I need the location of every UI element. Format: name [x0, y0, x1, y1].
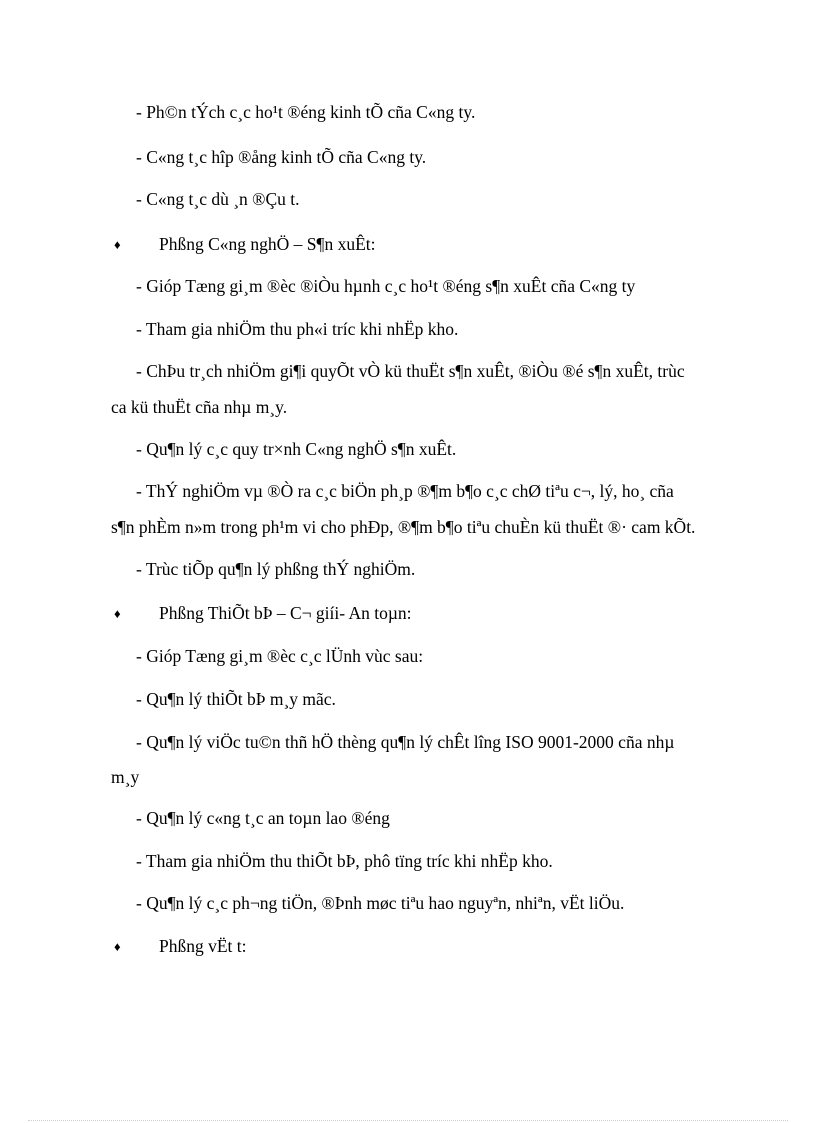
section-heading: Phßng C«ng nghÖ – S¶n xuÊt:: [159, 234, 376, 254]
text-line: - Gióp Tæng gi¸m ®èc ®iÒu hµnh c¸c ho¹t ®éng s¶n xuÊt cña C«ng ty: [136, 276, 636, 296]
text-line: - ThÝ nghiÖm vµ ®Ò ra c¸c biÖn ph¸p ®¶m b¶o c¸c chØ tiªu c¬, lý, ho¸ cña: [136, 481, 674, 501]
text-line: - ChÞu tr¸ch nhiÖm gi¶i quyÕt vÒ kü thuËt s¶n xuÊt, ®iÒu ®é s¶n xuÊt, trùc: [136, 361, 685, 381]
text-line: - Qu¶n lý c«ng t¸c an toµn lao ®éng: [136, 808, 390, 828]
text-line: - Qu¶n lý c¸c quy tr×nh C«ng nghÖ s¶n xuÊt.: [136, 439, 457, 459]
page-bottom-divider: [28, 1120, 788, 1121]
text-line: - Ph©n tÝch c¸c ho¹t ®éng kinh tÕ cña C«ng ty.: [136, 102, 476, 122]
text-line: - C«ng t¸c hîp ®ång kinh tÕ cña C«ng ty.: [136, 147, 427, 167]
text-line: - Qu¶n lý viÖc tu©n thñ hÖ thèng qu¶n lý chÊt lîng ISO 9001-2000 cña nhµ: [136, 732, 675, 752]
section-heading: Phßng ThiÕt bÞ – C¬ giíi- An toµn:: [159, 603, 412, 623]
text-line: - Tham gia nhiÖm thu thiÕt bÞ, phô tïng tríc khi nhËp kho.: [136, 851, 553, 871]
text-line: - Qu¶n lý c¸c ph¬ng tiÖn, ®Þnh møc tiªu hao nguyªn, nhiªn, vËt liÖu.: [136, 893, 625, 913]
text-line: - Trùc tiÕp qu¶n lý phßng thÝ nghiÖm.: [136, 559, 416, 579]
section-heading: Phßng vËt t:: [159, 936, 247, 956]
text-line: s¶n phÈm n»m trong ph¹m vi cho phÐp, ®¶m b¶o tiªu chuÈn kü thuËt ®· cam kÕt.: [111, 517, 696, 537]
diamond-bullet-icon: ♦: [114, 606, 121, 621]
diamond-bullet-icon: ♦: [114, 939, 121, 954]
diamond-bullet-icon: ♦: [114, 237, 121, 252]
text-line: ca kü thuËt cña nhµ m¸y.: [111, 397, 288, 417]
text-line: - C«ng t¸c dù ¸n ®Çu t.: [136, 189, 300, 209]
text-line: - Gióp Tæng gi¸m ®èc c¸c lÜnh vùc sau:: [136, 646, 424, 666]
text-line: - Qu¶n lý thiÕt bÞ m¸y mãc.: [136, 689, 336, 709]
text-line: - Tham gia nhiÖm thu ph«i tríc khi nhËp kho.: [136, 319, 459, 339]
text-line: m¸y: [111, 767, 140, 787]
